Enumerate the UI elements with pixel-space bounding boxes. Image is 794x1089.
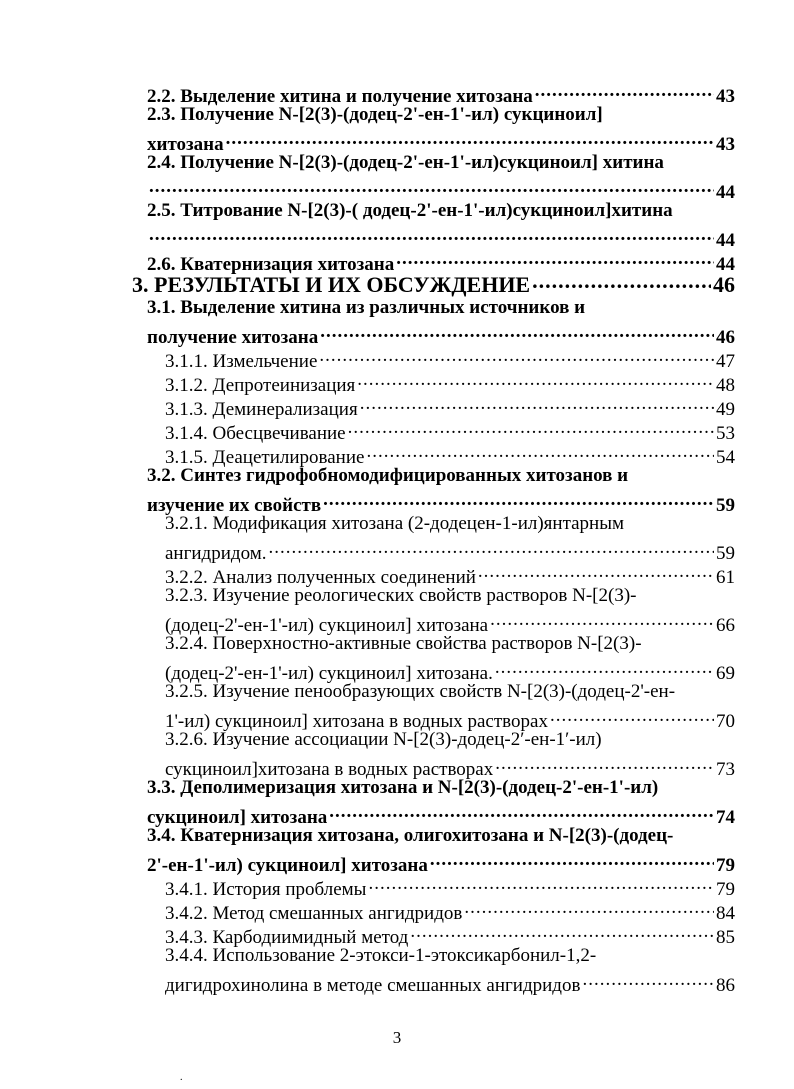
toc-entry-3-4: 3.4. Кватернизация хитозана, олигохитозана и N-[2(3)-(додец- [147, 825, 674, 846]
toc-entry-3-2-1-cont: ангидридом. ..... 59 [165, 537, 735, 565]
scan-speck: . [180, 1072, 183, 1083]
toc-entry-3-2-5: 3.2.5. Изучение пенообразующих свойств N-[2(3)-(додец-2'-ен- [165, 681, 676, 702]
toc-entry-3-2-4: 3.2.4. Поверхностно-активные свойства растворов N-[2(3)- [165, 633, 642, 654]
toc-entry-3-4-2: 3.4.2. Метод смешанных ангидридов ..... 84 [165, 897, 735, 925]
toc-chapter-3: 3. РЕЗУЛЬТАТЫ И ИХ ОБСУЖДЕНИЕ ..... 46 [132, 270, 735, 296]
toc-entry-3-2-cont: изучение их свойств ..... 59 [147, 489, 735, 517]
toc-entry-3-1-1: 3.1.1. Измельчение ..... 47 [165, 345, 735, 373]
toc-entry-3-4-1: 3.4.1. История проблемы ..... 79 [165, 873, 735, 901]
toc-entry-2-5: 2.5. Титрование N-[2(3)-( додец-2'-ен-1'-ил)сукциноил]хитина [147, 200, 673, 221]
toc-entry-3-3: 3.3. Деполимеризация хитозана и N-[2(3)-(додец-2'-ен-1'-ил) [147, 777, 659, 798]
toc-entry-2-3-cont: хитозана ..... 43 [147, 128, 735, 156]
toc-entry-3-2-2: 3.2.2. Анализ полученных соединений ..... 61 [165, 561, 735, 589]
toc-entry-3-1-5: 3.1.5. Деацетилирование ..... 54 [165, 441, 735, 469]
toc-entry-3-2-1: 3.2.1. Модификация хитозана (2-додецен-1-ил)янтарным [165, 513, 625, 534]
toc-entry-3-2-3-cont: (додец-2'-ен-1'-ил) сукциноил] хитозана ..... 66 [165, 609, 735, 637]
toc-entry-3-4-cont: 2'-ен-1'-ил) сукциноил] хитозана ..... 79 [147, 849, 735, 877]
toc-entry-3-2: 3.2. Синтез гидрофобномодифицированных хитозанов и [147, 465, 629, 486]
toc-entry-2-2: 2.2. Выделение хитина и получение хитозана ..... 43 [147, 80, 735, 108]
toc-entry-3-1-2: 3.1.2. Депротеинизация ..... 48 [165, 369, 735, 397]
toc-entry-3-1-cont: получение хитозана ..... 46 [147, 321, 735, 349]
toc-entry-3-1-3: 3.1.3. Деминерализация ..... 49 [165, 393, 735, 421]
toc-entry-3-2-4-cont: (додец-2'-ен-1'-ил) сукциноил] хитозана. ..... 69 [165, 657, 735, 685]
toc-entry-3-2-5-cont: 1'-ил) сукциноил] хитозана в водных растворах ..... 70 [165, 705, 735, 733]
toc-entry-2-6: 2.6. Кватернизация хитозана ..... 44 [147, 248, 735, 276]
toc-entry-3-1-4: 3.1.4. Обесцвечивание ..... 53 [165, 417, 735, 445]
toc-entry-3-2-6: 3.2.6. Изучение ассоциации N-[2(3)-додец-2′-ен-1′-ил) [165, 729, 602, 750]
toc-entry-2-5-cont: ..... 44 [147, 224, 735, 252]
toc-entry-3-2-6-cont: сукциноил]хитозана в водных растворах ..... 73 [165, 753, 735, 781]
toc-entry-3-4-4: 3.4.4. Использование 2-этокси-1-этоксикарбонил-1,2- [165, 945, 597, 966]
toc-entry-3-4-4-cont: дигидрохинолина в методе смешанных ангидридов ..... 86 [165, 969, 735, 997]
toc-entry-3-3-cont: сукциноил] хитозана ..... 74 [147, 801, 735, 829]
toc-entry-3-1: 3.1. Выделение хитина из различных источников и [147, 297, 586, 318]
toc-entry-2-4-cont: ..... 44 [147, 176, 735, 204]
toc-entry-2-3: 2.3. Получение N-[2(3)-(додец-2'-ен-1'-ил) сукциноил] [147, 104, 603, 125]
page-number: 3 [392, 1028, 402, 1047]
toc-entry-3-2-3: 3.2.3. Изучение реологических свойств растворов N-[2(3)- [165, 585, 637, 606]
toc-entry-2-4: 2.4. Получение N-[2(3)-(додец-2'-ен-1'-ил)сукциноил] хитина [147, 152, 664, 173]
toc-entry-3-4-3: 3.4.3. Карбодиимидный метод ..... 85 [165, 921, 735, 949]
